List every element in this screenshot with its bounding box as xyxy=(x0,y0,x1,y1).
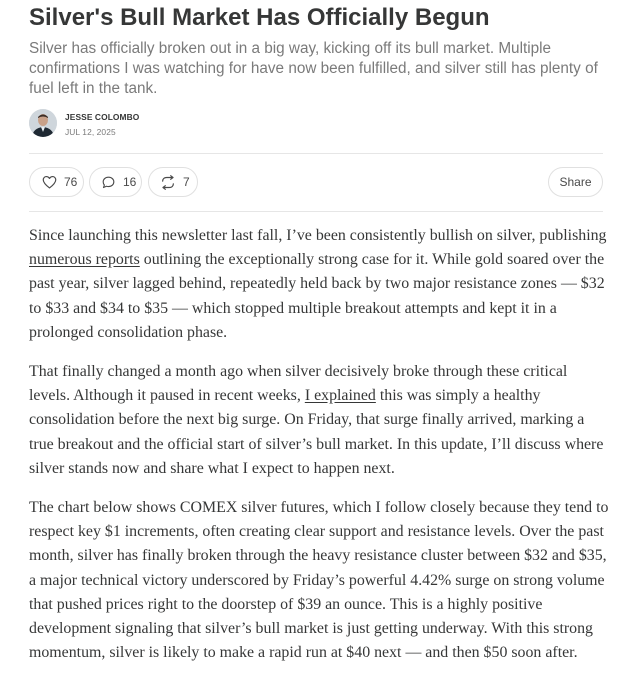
like-button[interactable] xyxy=(29,167,84,197)
comment-button[interactable] xyxy=(89,167,142,197)
byline xyxy=(29,109,229,139)
numerous-reports-link[interactable]: numerous reports xyxy=(29,251,140,269)
author-name[interactable]: JESSE COLOMBO xyxy=(65,112,140,122)
divider xyxy=(29,211,603,212)
like-count: 76 xyxy=(64,175,78,189)
share-button[interactable]: Share xyxy=(548,167,603,197)
paragraph-1: Since launching this newsletter last fall, I’ve been consistently bullish on silver, publishing numerous reports outlining the exceptionally strong case for it. While gold soared over the past year, silver lagged behind, repeatedly held back by two major resistance zones — $32 to $33 and $34 to $35 — which stopped multiple breakout attempts and kept it in a prolonged consolidation phase. xyxy=(29,227,607,341)
restack-button[interactable] xyxy=(148,167,198,197)
post-date: JUL 12, 2025 xyxy=(65,127,116,137)
heart-icon xyxy=(42,175,57,189)
comment-bubble-icon xyxy=(101,175,116,190)
comment-count: 16 xyxy=(123,175,137,189)
post-body xyxy=(29,224,609,680)
paragraph-3: The chart below shows COMEX silver futures, which I follow closely because they tend to respect key $1 increments, often creating clear support and resistance levels. Over the past month, silver has finally broken through the heavy resistance cluster between $32 and $35, a major technical victory underscored by Friday’s powerful 4.42% surge on strong volume that pushed prices right to the doorstep of $39 an ounce. This is a highly positive development signaling that silver’s bull market is just getting underway. With this strong momentum, silver is likely to make a rapid run at $40 next — and then $50 soon after. xyxy=(29,499,609,662)
divider xyxy=(29,153,603,154)
post-subtitle: Silver has officially broken out in a big way, kicking off its bull market. Multiple confirmations I was watching for have now been fulfilled, and silver still has plenty of fuel left in the tank. xyxy=(29,40,598,97)
i-explained-link[interactable]: I explained xyxy=(304,387,376,405)
avatar-icon xyxy=(29,109,57,137)
post-title: Silver's Bull Market Has Officially Begun xyxy=(29,4,490,31)
author-avatar[interactable] xyxy=(29,109,57,137)
restack-icon xyxy=(160,175,176,190)
restack-count: 7 xyxy=(183,175,190,189)
paragraph-2: That finally changed a month ago when silver decisively broke through these critical levels. Although it paused in recent weeks, I explained this was simply a healthy consolidation before the next big surge. On Friday, that surge finally arrived, marking a true breakout and the official start of silver’s bull market. In this update, I’ll discuss where silver stands now and share what I expect to happen next. xyxy=(29,363,604,477)
